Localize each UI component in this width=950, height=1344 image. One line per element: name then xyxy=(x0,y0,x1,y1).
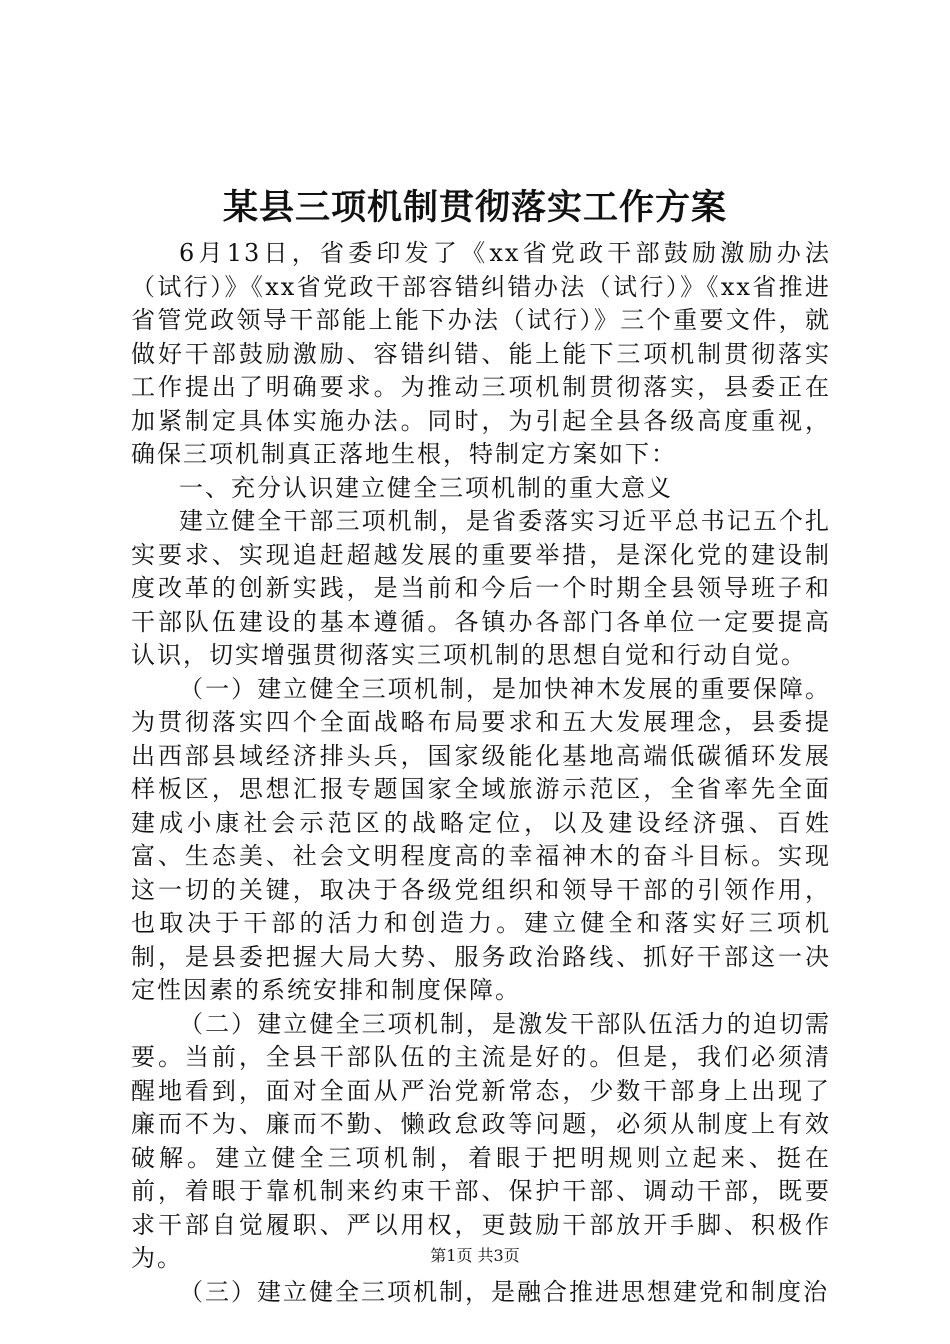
body-paragraph: 建立健全干部三项机制，是省委落实习近平总书记五个扎实要求、实现追赶超越发展的重要举措，是深化党的建设制度改革的创新实践，是当前和今后一个时期全县领导班子和干部队伍建设的基本遵循。各镇办各部门各单位一定要提高认识，切实增强贯彻落实三项机制的思想自觉和行动自觉。 xyxy=(131,507,831,669)
page-footer: 第1页 共3页 xyxy=(430,1246,520,1265)
section-heading: 一、充分认识建立健全三项机制的重大意义 xyxy=(179,473,673,502)
subsection-paragraph-3: （三）建立健全三项机制，是融合推进思想建党和制度治 xyxy=(179,1277,829,1306)
intro-paragraph: 6月13日，省委印发了《xx省党政干部鼓励激励办法（试行）》《xx省党政干部容错纠错办法（试行）》《xx省推进省管党政领导干部能上能下办法（试行）》三个重要文件，就做好干部鼓励激励、容错纠错、能上能下三项机制贯彻落实工作提出了明确要求。为推动三项机制贯彻落实，县委正在加紧制定具体实施办法。同时，为引起全县各级高度重视，确保三项机制真正落地生根，特制定方案如下： xyxy=(131,239,831,468)
document-body xyxy=(131,237,831,1309)
subsection-paragraph-2: （二）建立健全三项机制，是激发干部队伍活力的迫切需要。当前，全县干部队伍的主流是好的。但是，我们必须清醒地看到，面对全面从严治党新常态，少数干部身上出现了廉而不为、廉而不勤、懒政怠政等问题，必须从制度上有效破解。建立健全三项机制，着眼于把明规则立起来、挺在前，着眼于靠机制来约束干部、保护干部、调动干部，既要求干部自觉履职、严以用权，更鼓励干部放开手脚、积极作为。 xyxy=(131,1009,831,1272)
subsection-paragraph-1: （一）建立健全三项机制，是加快神木发展的重要保障。为贯彻落实四个全面战略布局要求和五大发展理念，县委提出西部县域经济排头兵，国家级能化基地高端低碳循环发展样板区，思想汇报专题国家全域旅游示范区，全省率先全面建成小康社会示范区的战略定位，以及建设经济强、百姓富、生态美、社会文明程度高的幸福神木的奋斗目标。实现这一切的关键，取决于各级党组织和领导干部的引领作用，也取决于干部的活力和创造力。建立健全和落实好三项机制，是县委把握大局大势、服务政治路线、抓好干部这一决定性因素的系统安排和制度保障。 xyxy=(131,674,831,1004)
document-title: 某县三项机制贯彻落实工作方案 xyxy=(222,187,727,228)
